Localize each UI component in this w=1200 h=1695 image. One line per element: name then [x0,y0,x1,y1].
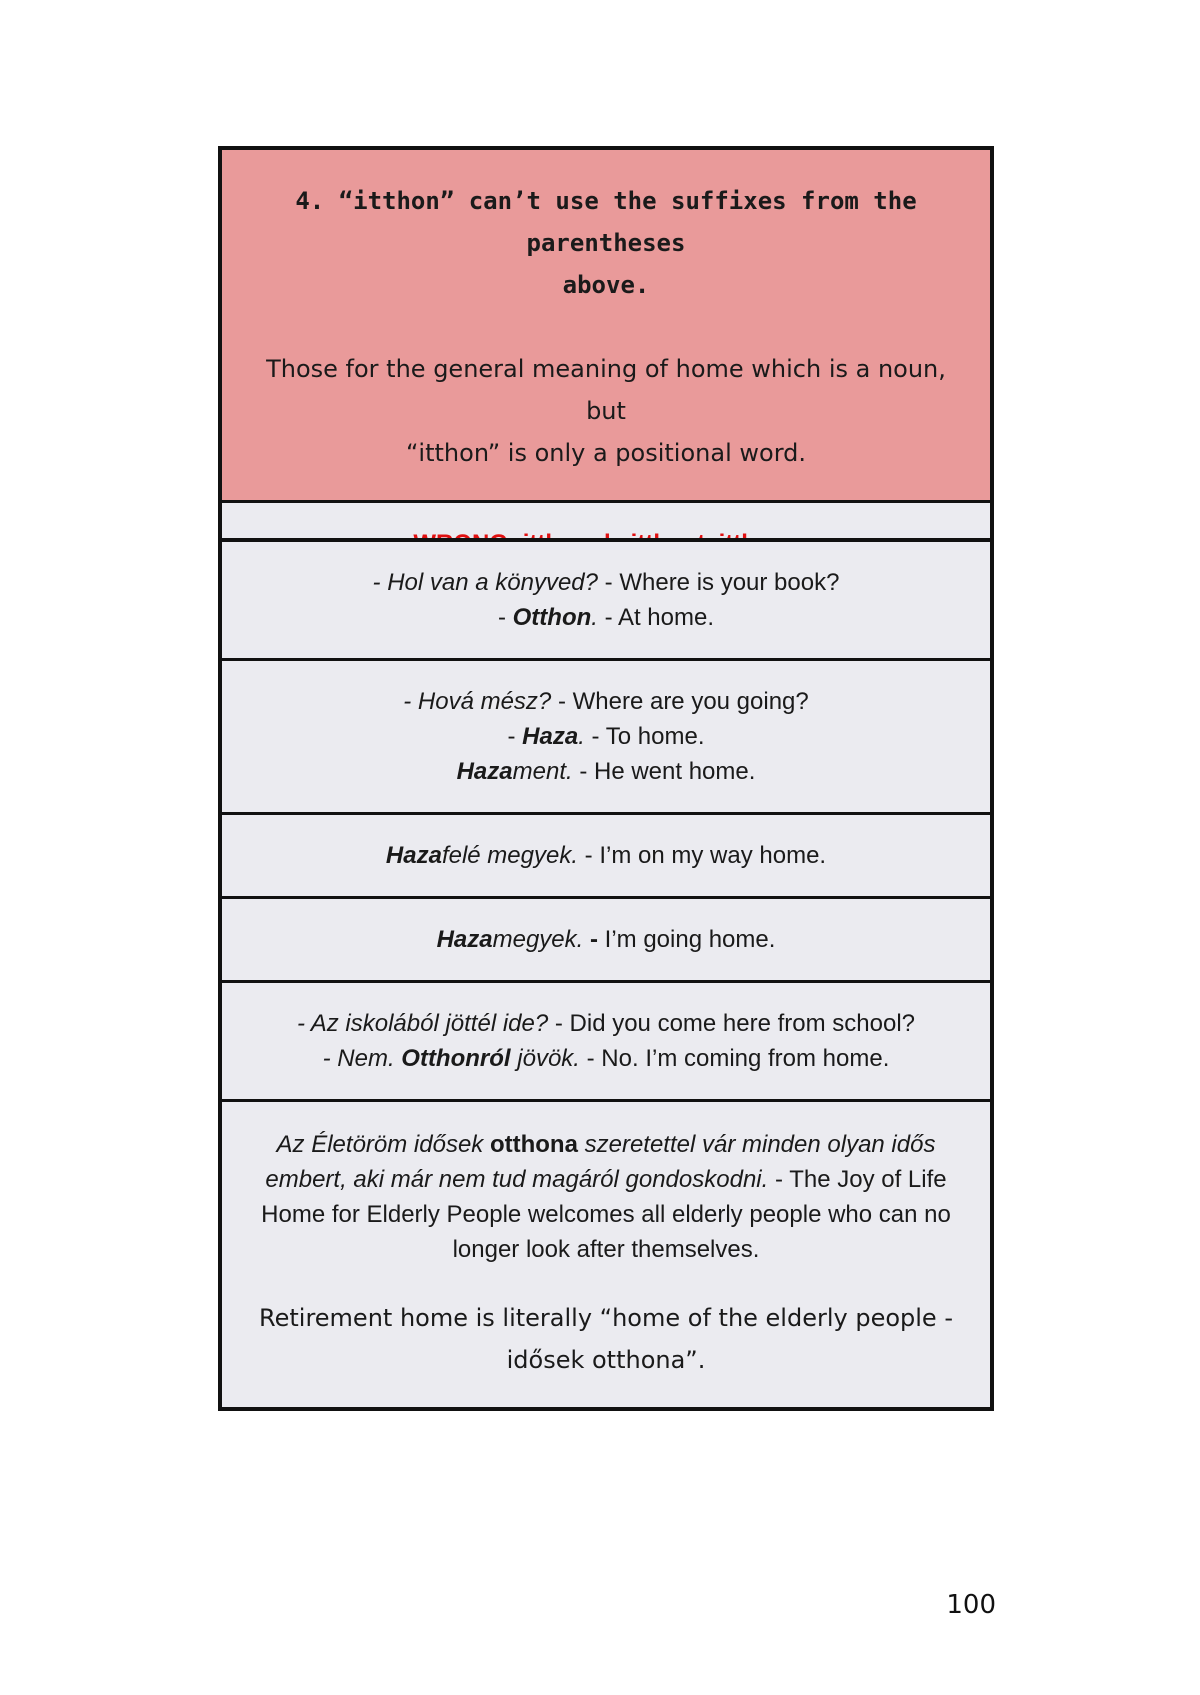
ex1-question-en: - Where is your book? [598,569,840,596]
example-hazafele [222,812,990,896]
ex2-question-hu: - Hová mész? [403,688,552,715]
rule-title-line2: above. [562,271,650,299]
ex2-line3-bold: Haza [456,758,513,785]
ex6-hu-a: Az Életöröm idősek [276,1131,490,1158]
ex5-question-hu: - Az iskolából jöttél ide? [296,1010,549,1037]
rule-title-line1: 4. “itthon” can’t use the suffixes from the parentheses [295,187,917,257]
ex2-line3-en: - He went home. [572,758,756,785]
page-number: 100 [946,1590,996,1620]
ex2-question-en: - Where are you going? [551,688,809,715]
ex6-en: - The Joy of Life Home for Elderly People welcomes all elderly people who can no longer look after themselves. [261,1166,951,1263]
rule-header [222,150,990,500]
ex5-answer-bold: Otthonról [401,1045,511,1072]
ex4-sep: - [583,926,598,953]
example-otthonrol [222,980,990,1099]
ex2-dash: - [507,723,523,750]
ex1-dash: - [497,604,513,631]
ex1-question-hu: - Hol van a könyved? [372,569,599,596]
example-idosek-otthona [222,1099,990,1407]
ex6-note-line2: idősek otthona”. [506,1346,706,1374]
rule-note-line2: “itthon” is only a positional word. [406,439,806,467]
ex1-answer-it: . [591,604,598,631]
ex6-note-line1: Retirement home is literally “home of the elderly people - [259,1304,953,1332]
ex5-answer-it2: jövök. [510,1045,580,1072]
ex1-answer-bold: Otthon [512,604,592,631]
ex5-question-en: - Did you come here from school? [548,1010,916,1037]
ex5-answer-en: - No. I’m coming from home. [579,1045,890,1072]
ex3-it: felé megyek. [441,842,579,869]
ex3-bold: Haza [385,842,442,869]
rule-box [218,146,994,589]
rule-note [244,348,968,474]
example-hazamegyek [222,896,990,980]
ex2-answer-bold: Haza [522,723,579,750]
examples-box [218,538,994,1411]
ex6-note [244,1297,968,1381]
ex5-answer-it: - Nem. [322,1045,402,1072]
rule-note-line1: Those for the general meaning of home which is a noun, but [266,355,946,425]
ex2-answer-it: . [578,723,585,750]
example-otthon [222,542,990,658]
ex6-hu-b: szeretettel vár minden olyan idős embert, aki már nem tud magáról gondoskodni. [265,1131,936,1193]
ex4-bold: Haza [436,926,493,953]
ex3-en: - I’m on my way home. [578,842,827,869]
ex6-hu-bold: otthona [489,1131,578,1158]
ex4-it: megyek. [492,926,584,953]
example-haza [222,658,990,812]
ex4-en: I’m going home. [597,926,776,953]
ex1-answer-en: - At home. [597,604,715,631]
rule-title [244,180,968,306]
ex2-answer-en: - To home. [584,723,705,750]
ex2-line3-it: ment. [512,758,573,785]
